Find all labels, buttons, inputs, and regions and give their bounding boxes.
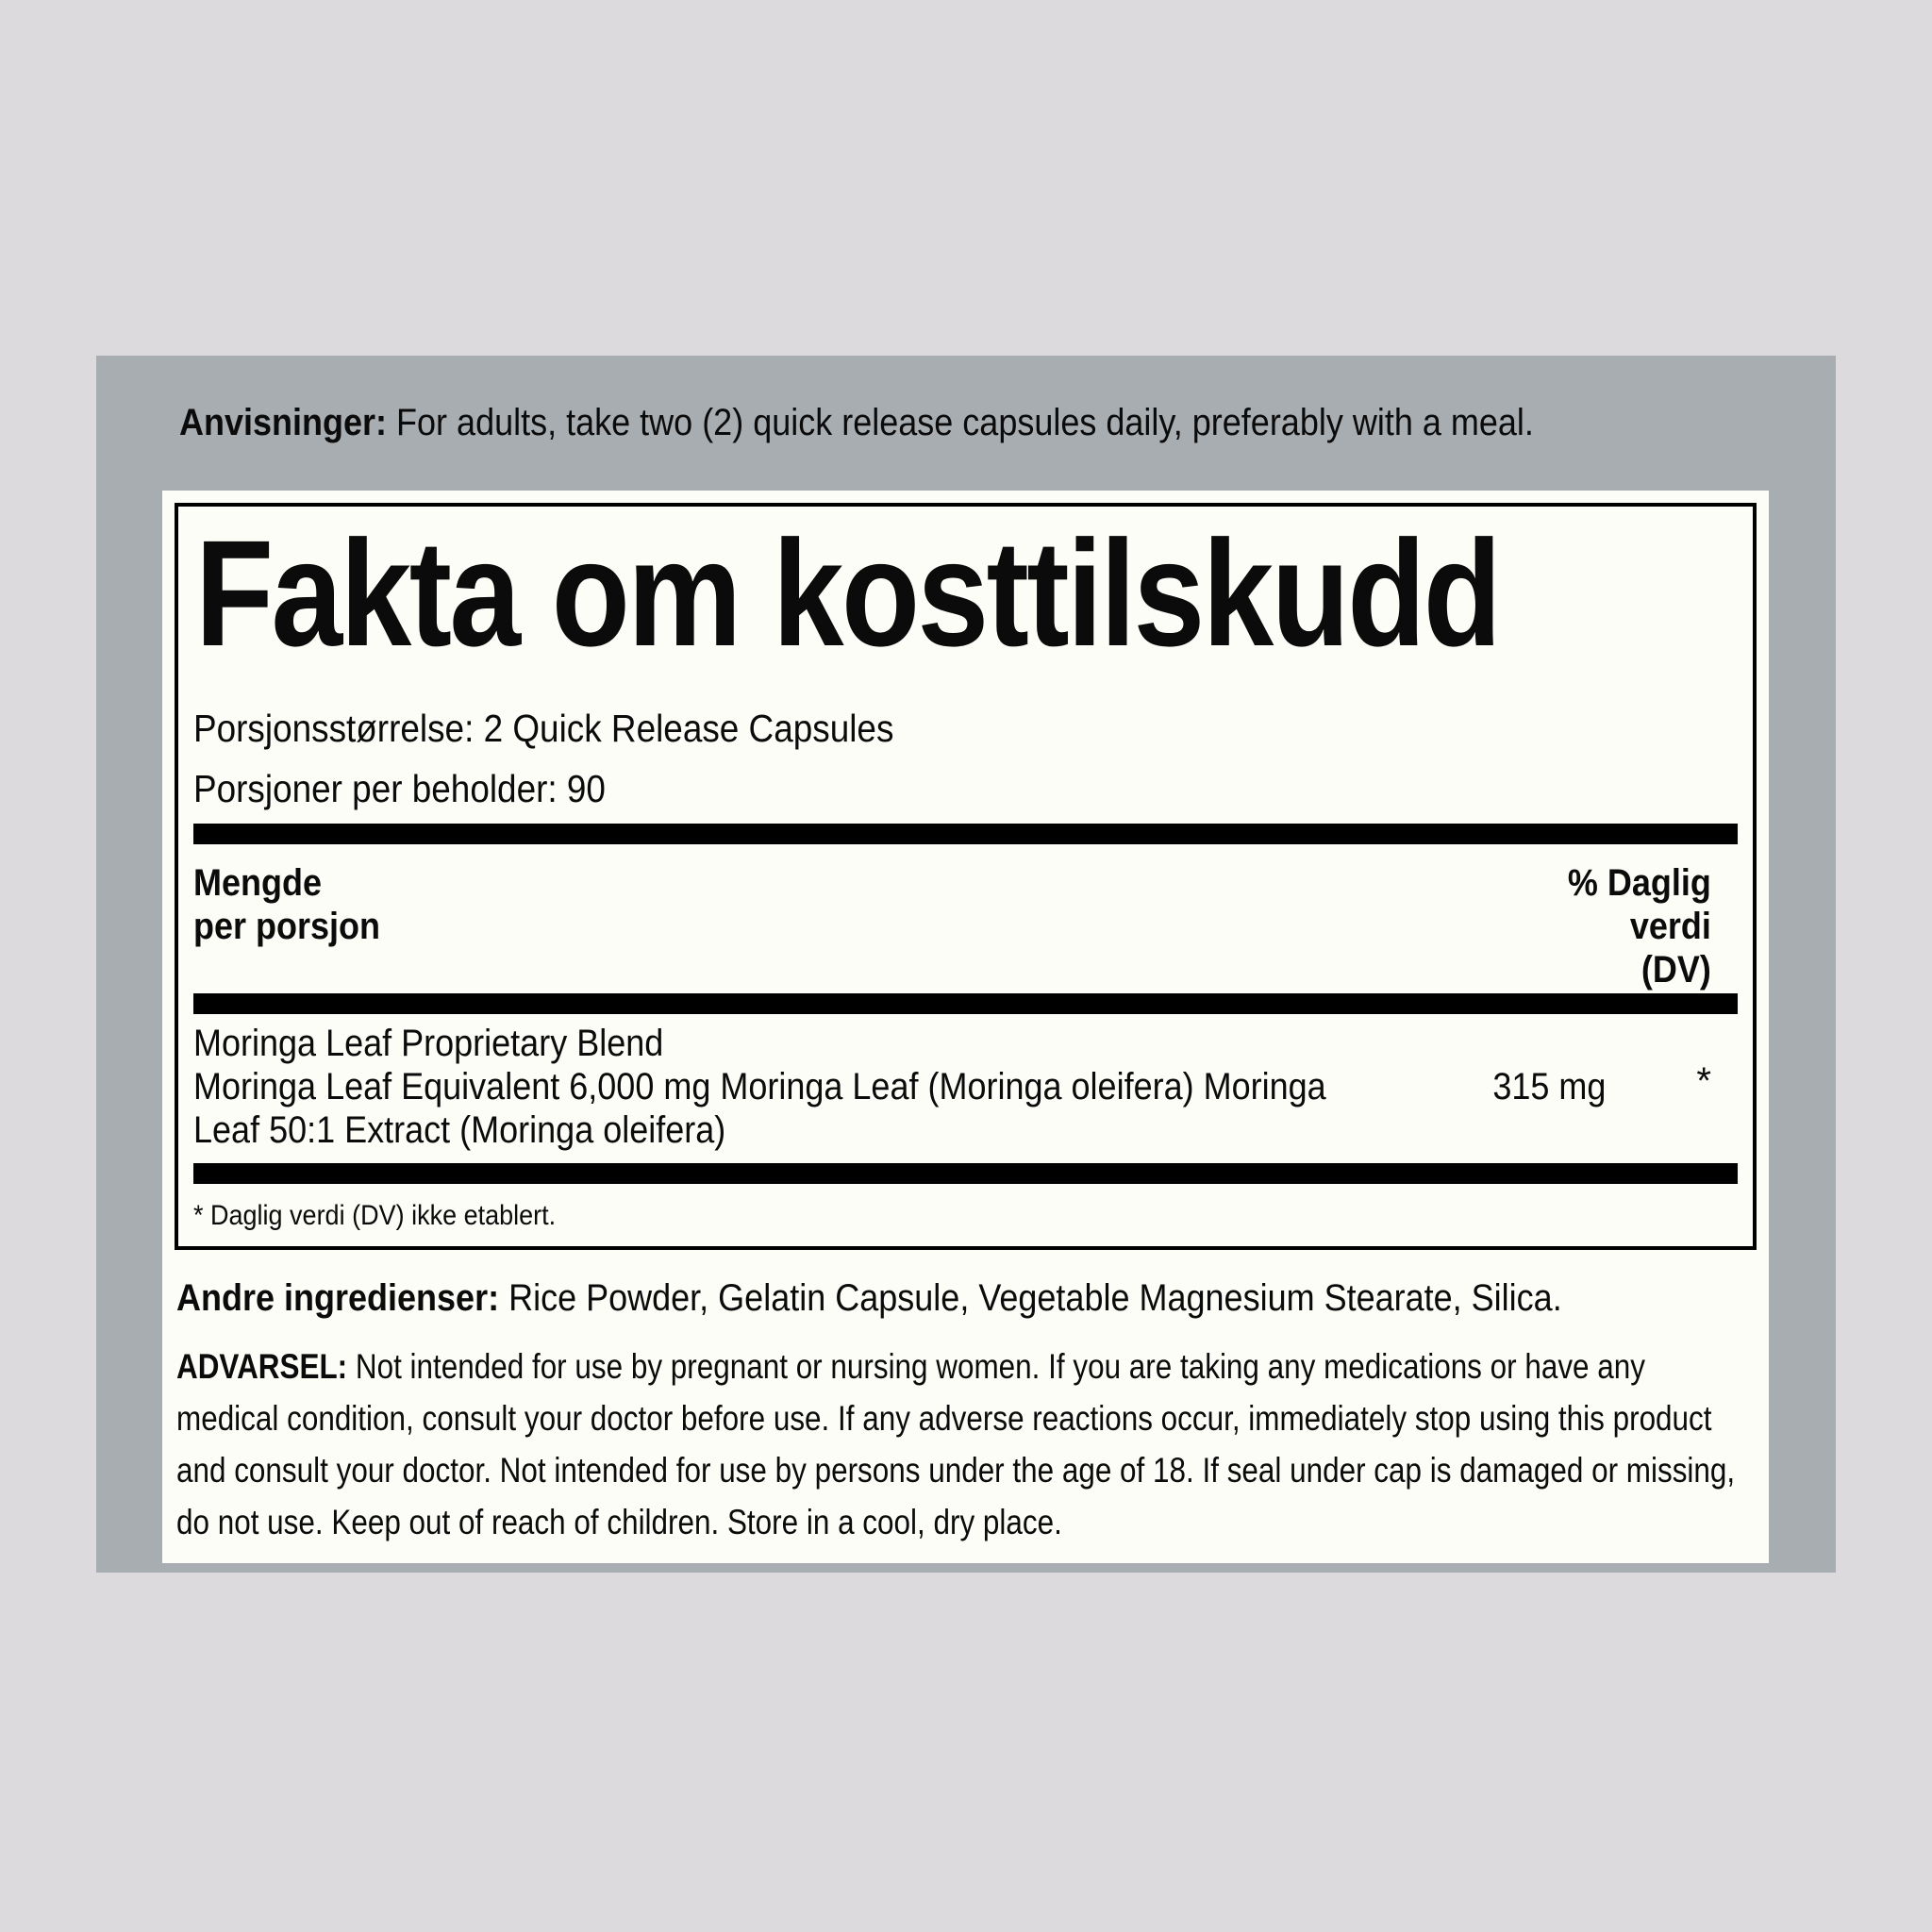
directions-text: For adults, take two (2) quick release capsules daily, preferably with a meal. <box>396 402 1534 443</box>
ingredient-row <box>193 1022 1738 1152</box>
divider-bar-thick <box>193 1163 1738 1184</box>
supplement-facts-panel <box>175 503 1757 1250</box>
servings-per-container-line: Porsjoner per beholder: 90 <box>193 767 606 810</box>
other-ingredients-label: Andre ingredienser: <box>176 1277 500 1319</box>
amount-header-line-2: per porsjon <box>193 906 381 947</box>
dv-header <box>1568 861 1711 991</box>
supplement-facts-title: Fakta om kosttilskudd <box>195 508 1500 677</box>
serving-size-line: Porsjonsstørrelse: 2 Quick Release Capsules <box>193 707 894 750</box>
warning-paragraph <box>176 1341 1755 1548</box>
warning-text: Not intended for use by pregnant or nursing women. If you are taking any medications or have any medical condition, consult your doctor before use. If any adverse reactions occur, immediately stop using this product and consult your doctor. Not intended for use by persons under the age of 18. If seal under cap is damaged or missing, do not use. Keep out of reach of children. Store in a cool, dry place. <box>176 1347 1736 1541</box>
other-ingredients-inner <box>176 1274 1562 1322</box>
ingredient-daily-value: * <box>1696 1060 1711 1102</box>
dv-footnote: * Daglig verdi (DV) ikke etablert. <box>193 1200 557 1231</box>
other-ingredients-line <box>176 1274 1755 1322</box>
divider-bar-thick <box>193 824 1738 844</box>
facts-header-row <box>193 861 1738 991</box>
other-ingredients-text: Rice Powder, Gelatin Capsule, Vegetable Magnesium Stearate, Silica. <box>508 1277 1562 1319</box>
warning-inner <box>176 1341 1754 1548</box>
dv-header-line-2: verdi <box>1629 906 1711 947</box>
dv-header-line-1: % Daglig <box>1567 862 1711 904</box>
divider-bar-thick <box>193 993 1738 1014</box>
supplement-label <box>162 491 1769 1563</box>
ingredient-name-line-1: Moringa Leaf Proprietary Blend <box>193 1023 664 1064</box>
ingredient-name-line-2: Moringa Leaf Equivalent 6,000 mg Moringa Leaf (Moringa oleifera) Moringa <box>193 1066 1326 1108</box>
label-panel <box>96 356 1836 1573</box>
ingredient-amount: 315 mg <box>1491 1066 1606 1108</box>
amount-header-line-1: Mengde <box>193 862 323 904</box>
dv-header-line-3: (DV) <box>1641 949 1711 991</box>
directions-line <box>179 399 1534 446</box>
directions-label: Anvisninger: <box>179 402 388 443</box>
amount-header <box>193 861 1738 948</box>
ingredient-name-line-3: Leaf 50:1 Extract (Moringa oleifera) <box>193 1109 726 1151</box>
warning-label: ADVARSEL: <box>176 1347 348 1386</box>
